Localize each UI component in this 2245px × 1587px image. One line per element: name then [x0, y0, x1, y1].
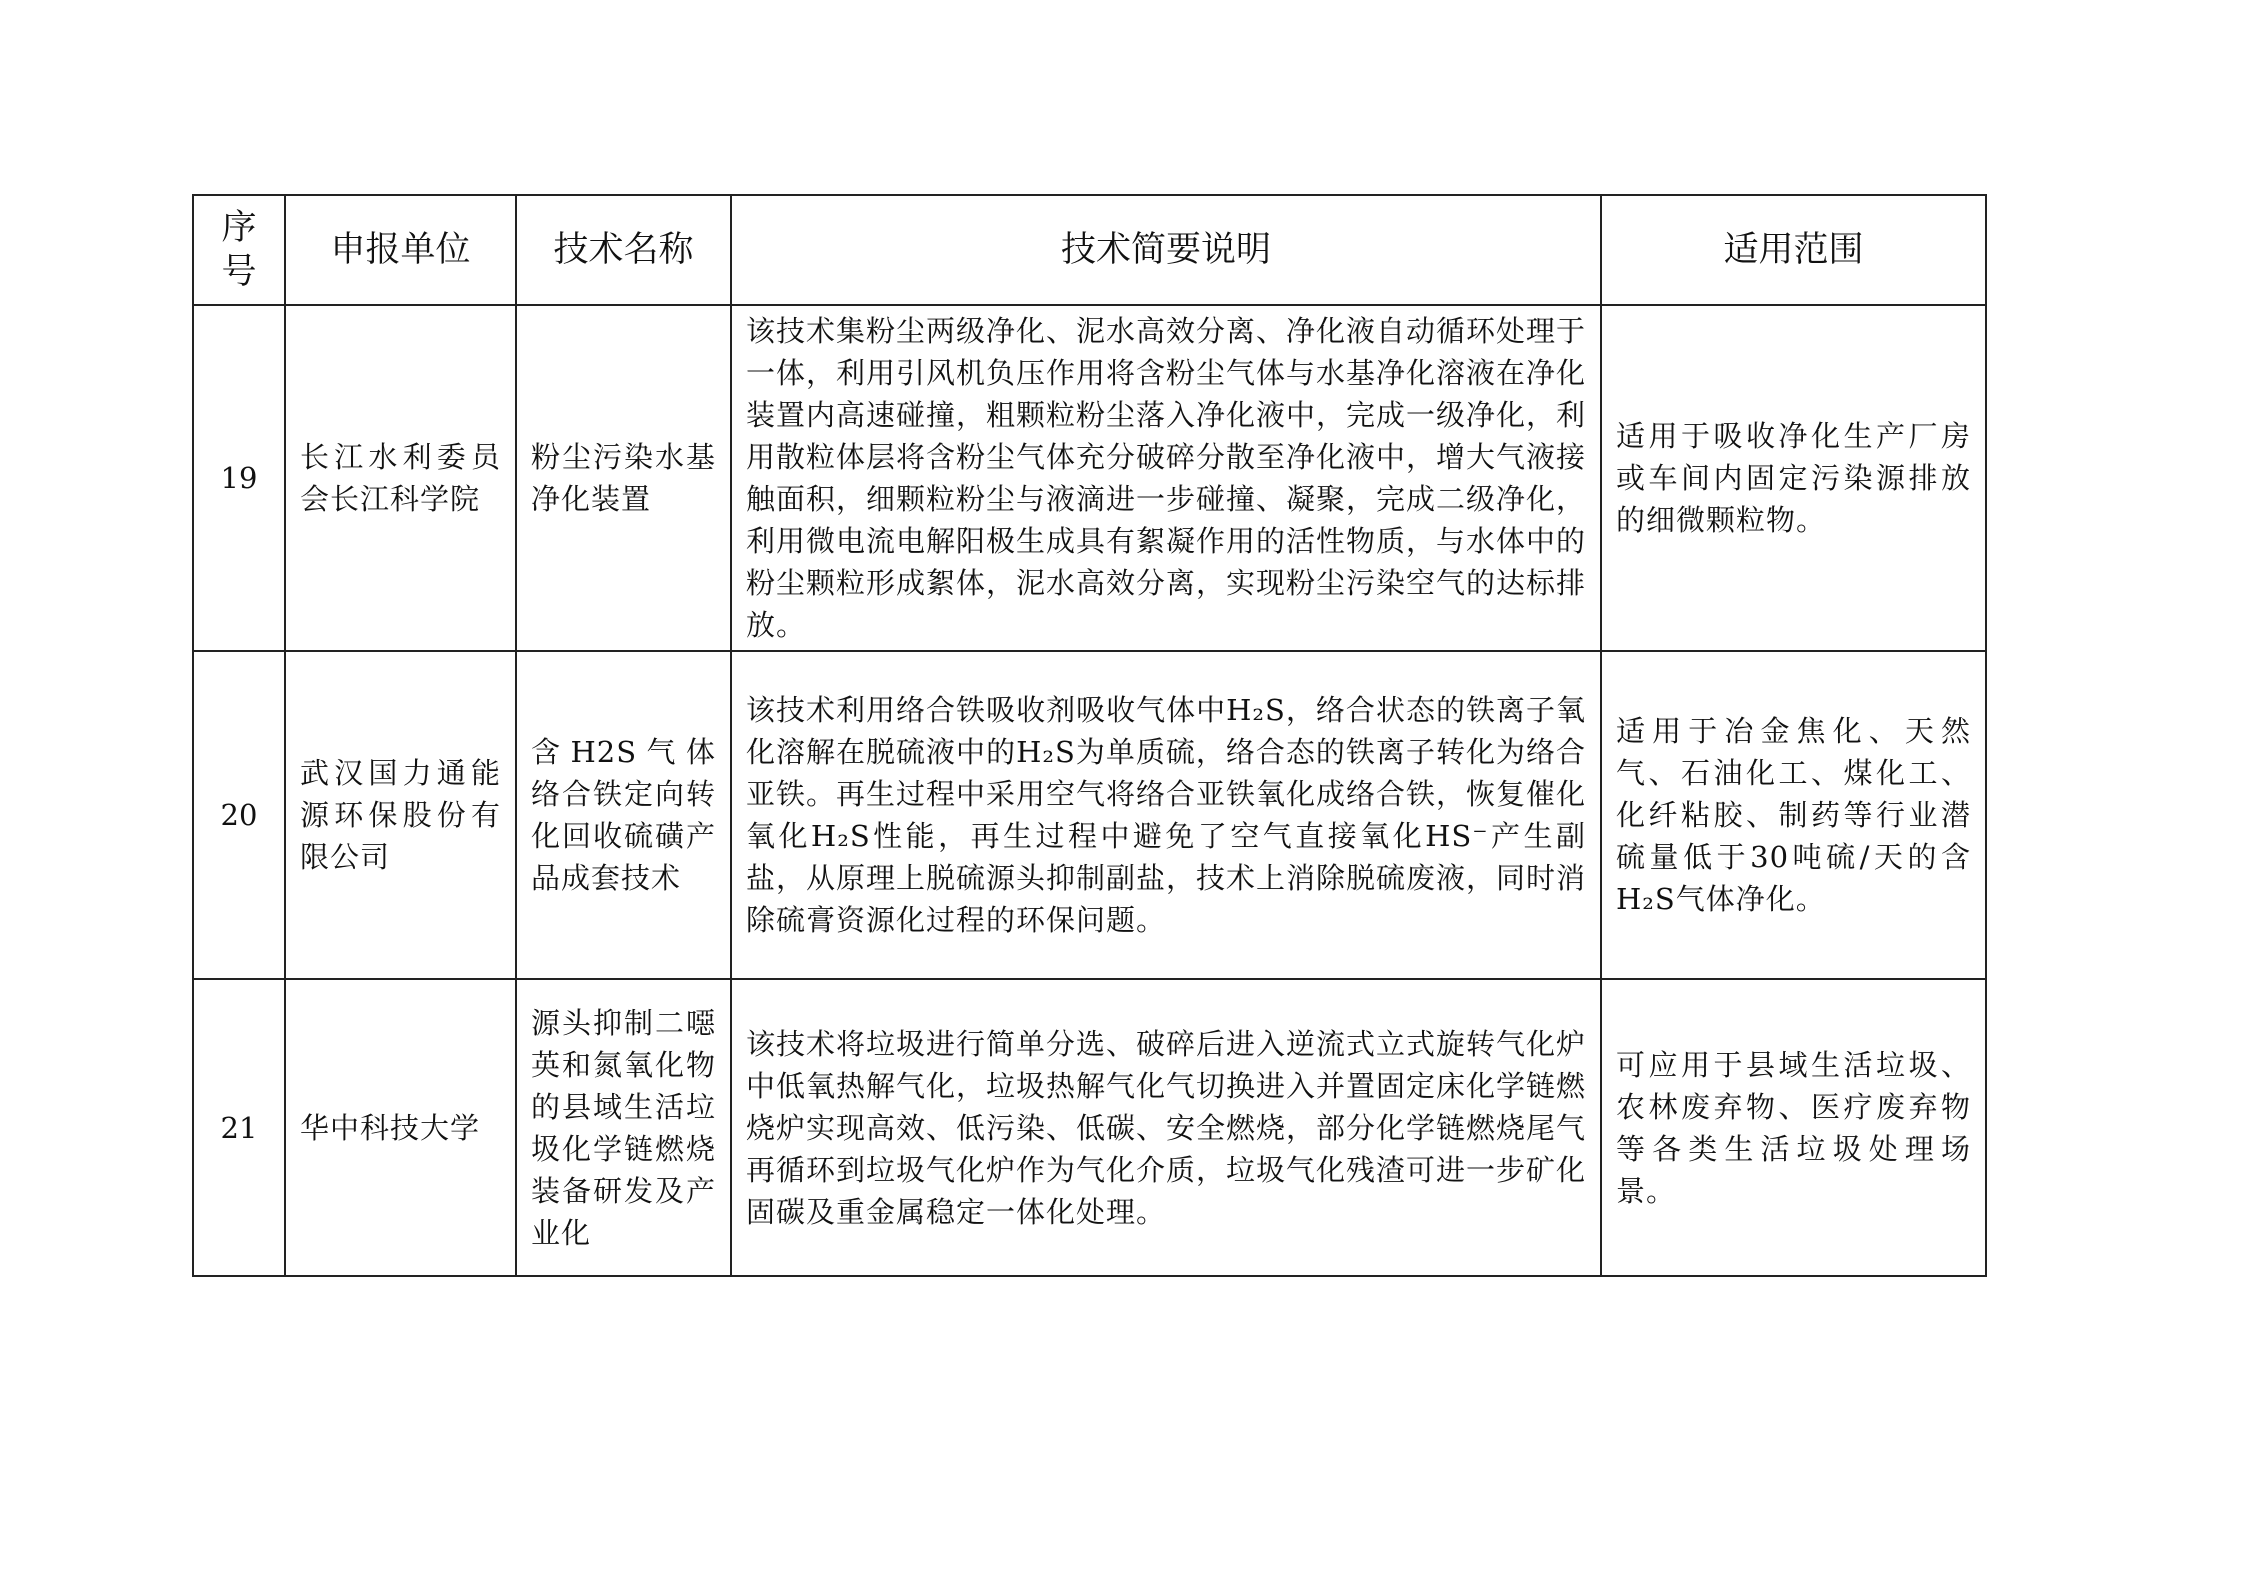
cell-serial-number: 20	[193, 651, 285, 979]
cell-applicable-scope: 适用于吸收净化生产厂房或车间内固定污染源排放的细微颗粒物。	[1601, 305, 1986, 651]
cell-applicant-unit: 长江水利委员会长江科学院	[285, 305, 516, 651]
header-applicable-scope: 适用范围	[1601, 195, 1986, 305]
cell-technology-name: 粉尘污染水基净化装置	[516, 305, 731, 651]
cell-serial-number: 21	[193, 979, 285, 1276]
cell-technology-description: 该技术集粉尘两级净化、泥水高效分离、净化液自动循环处理于一体，利用引风机负压作用将含粉尘气体与水基净化溶液在净化装置内高速碰撞，粗颗粒粉尘落入净化液中，完成一级净化，利用散粒体层将含粉尘气体充分破碎分散至净化液中，增大气液接触面积，细颗粒粉尘与液滴进一步碰撞、凝聚，完成二级净化，利用微电流电解阳极生成具有絮凝作用的活性物质，与水体中的粉尘颗粒形成絮体，泥水高效分离，实现粉尘污染空气的达标排放。	[731, 305, 1601, 651]
header-serial-number: 序号	[193, 195, 285, 305]
header-technology-name: 技术名称	[516, 195, 731, 305]
table-row	[193, 979, 1986, 1276]
table-row	[193, 305, 1986, 651]
cell-technology-description: 该技术将垃圾进行简单分选、破碎后进入逆流式立式旋转气化炉中低氧热解气化，垃圾热解气化气切换进入并置固定床化学链燃烧炉实现高效、低污染、低碳、安全燃烧，部分化学链燃烧尾气再循环到垃圾气化炉作为气化介质，垃圾气化残渣可进一步矿化固碳及重金属稳定一体化处理。	[731, 979, 1601, 1276]
table-header-row	[193, 195, 1986, 305]
header-applicant-unit: 申报单位	[285, 195, 516, 305]
cell-applicant-unit: 武汉国力通能源环保股份有限公司	[285, 651, 516, 979]
cell-technology-name: 含H2S气体络合铁定向转化回收硫磺产品成套技术	[516, 651, 731, 979]
header-technology-description: 技术简要说明	[731, 195, 1601, 305]
cell-applicant-unit: 华中科技大学	[285, 979, 516, 1276]
cell-serial-number: 19	[193, 305, 285, 651]
cell-technology-name: 源头抑制二噁英和氮氧化物的县域生活垃圾化学链燃烧装备研发及产业化	[516, 979, 731, 1276]
technology-table	[192, 194, 1987, 1277]
table-row	[193, 651, 1986, 979]
cell-applicable-scope: 适用于冶金焦化、天然气、石油化工、煤化工、化纤粘胶、制药等行业潜硫量低于30吨硫/天的含H₂S气体净化。	[1601, 651, 1986, 979]
cell-technology-description: 该技术利用络合铁吸收剂吸收气体中H₂S，络合状态的铁离子氧化溶解在脱硫液中的H₂S为单质硫，络合态的铁离子转化为络合亚铁。再生过程中采用空气将络合亚铁氧化成络合铁，恢复催化氧化H₂S性能，再生过程中避免了空气直接氧化HS⁻产生副盐，从原理上脱硫源头抑制副盐，技术上消除脱硫废液，同时消除硫膏资源化过程的环保问题。	[731, 651, 1601, 979]
cell-applicable-scope: 可应用于县域生活垃圾、农林废弃物、医疗废弃物等各类生活垃圾处理场景。	[1601, 979, 1986, 1276]
